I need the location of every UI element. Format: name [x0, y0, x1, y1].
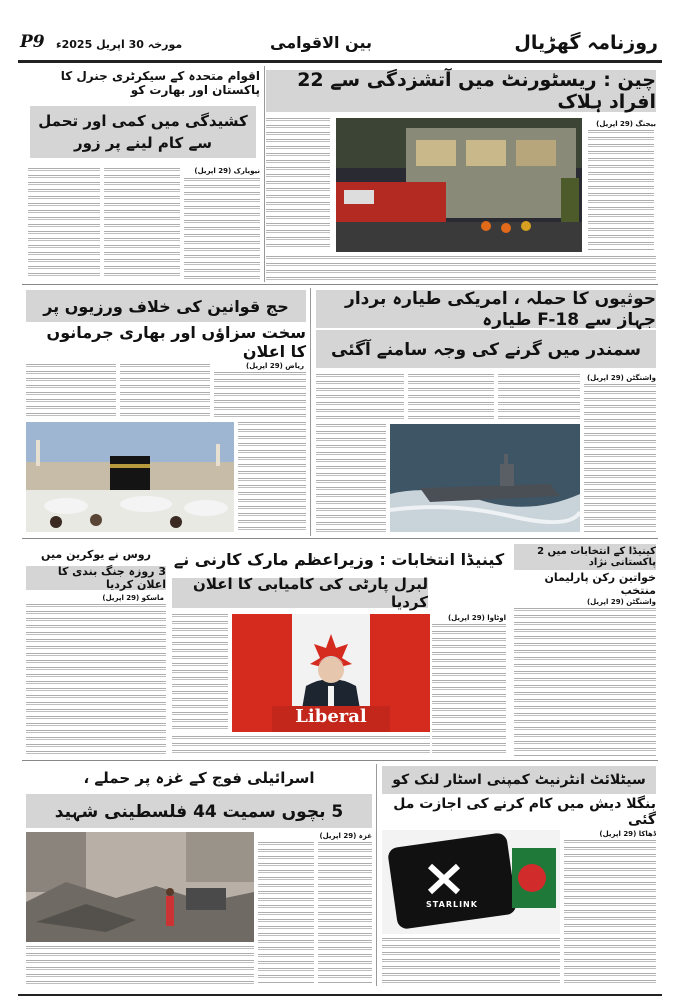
fire-photo — [336, 118, 582, 252]
canada-pak-subhead: خواتین رکن پارلیمان منتخب — [544, 571, 656, 597]
gaza-photo — [26, 832, 254, 942]
canada-pak-dateline: واشنگٹن (29 اپریل) — [586, 598, 656, 606]
gaza-subhead: 5 بچوں سمیت 44 فلسطینی شہید — [26, 794, 372, 828]
houthi-body-col-4 — [316, 374, 404, 420]
houthi-body-col-3 — [408, 374, 494, 420]
aircraft-carrier-image — [390, 424, 580, 532]
houthi-body-col-2 — [498, 374, 580, 420]
china-body-col-2 — [266, 118, 330, 250]
un-body-col-1 — [184, 178, 260, 280]
footer-rule — [18, 994, 662, 996]
starlink-phone-image — [382, 830, 560, 934]
canada-subhead: لبرل پارٹی کی کامیابی کا اعلان کردیا — [172, 578, 428, 608]
hajj-body-col-3 — [26, 364, 116, 418]
china-headline: چین : ریسٹورنٹ میں آتشزدگی سے 22 افراد ہلاک — [266, 70, 656, 112]
gaza-dateline: غزہ (29 اپریل) — [319, 832, 372, 840]
fire-scene-image — [336, 118, 582, 252]
starlink-dateline: ڈھاکا (29 اپریل) — [599, 830, 656, 838]
hajj-subhead: سخت سزاؤں اور بھاری جرمانوں کا اعلان — [46, 323, 306, 361]
newspaper-name: روزنامہ گھڑیال — [514, 32, 658, 54]
canada-body-bottom — [172, 736, 430, 756]
canada-pak-headline: کینیڈا کے انتخابات میں 2 پاکستانی نژاد — [514, 544, 656, 570]
houthi-subhead: سمندر میں گرنے کی وجہ سامنے آگئی — [316, 330, 656, 368]
hajj-body-col-4 — [238, 422, 306, 532]
gaza-rubble-image — [26, 832, 254, 942]
hajj-body-col-2 — [120, 364, 210, 418]
gaza-body-col-1 — [318, 842, 372, 984]
russia-headline: روس نے یوکرین میں — [41, 547, 151, 561]
starlink-body-col-1 — [564, 840, 656, 984]
houthi-dateline: واشنگٹن (29 اپریل) — [586, 374, 656, 382]
houthi-body-col-1 — [584, 384, 656, 532]
houthi-headline: حوثیوں کا حملہ ، امریکی طیارہ بردار جہاز سے F-18 طیارہ — [316, 290, 656, 328]
starlink-logo: STARLINK — [426, 900, 478, 909]
liberal-sign: Liberal — [295, 706, 367, 727]
russia-dateline: ماسکو (29 اپریل) — [102, 594, 164, 602]
un-subhead: کشیدگی میں کمی اور تحمل سے کام لینے پر زور — [30, 106, 256, 158]
issue-date: مورخہ 30 اپریل 2025ء — [56, 38, 183, 51]
section-title: بین الاقوامی — [270, 33, 372, 52]
houthi-body-col-5 — [316, 424, 386, 532]
hajj-body-col-1 — [214, 372, 306, 418]
canada-body-col-1 — [432, 624, 506, 756]
un-dateline: نیویارک (29 اپریل) — [194, 167, 260, 175]
russia-body — [26, 604, 166, 754]
canada-body-col-2 — [172, 614, 228, 732]
canada-headline: کینیڈا انتخابات : وزیراعظم مارک کارنی نے — [173, 549, 505, 569]
column-divider — [264, 66, 265, 282]
section-rule — [22, 284, 658, 285]
hajj-dateline: ریاض (29 اپریل) — [246, 362, 304, 370]
russia-subhead: 3 روزہ جنگ بندی کا اعلان کردیا — [26, 566, 166, 590]
china-body-col-1 — [588, 130, 654, 250]
carney-photo — [232, 614, 430, 732]
masthead-rule — [18, 60, 662, 63]
canada-dateline: اوٹاوا (29 اپریل) — [447, 614, 506, 622]
hajj-headline: حج قوانین کی خلاف ورزیوں پر — [26, 290, 306, 322]
starlink-photo — [382, 830, 560, 934]
column-divider — [376, 764, 377, 986]
column-divider — [310, 288, 311, 536]
page-number: P9 — [20, 32, 45, 52]
kaaba-image — [26, 422, 234, 532]
gaza-headline: اسرائیلی فوج کے غزہ پر حملے ، — [83, 769, 315, 787]
carrier-photo — [390, 424, 580, 532]
china-body-bottom — [266, 256, 656, 280]
starlink-body-bottom — [382, 938, 560, 984]
section-rule — [22, 760, 658, 761]
gaza-body-bottom — [26, 946, 254, 984]
canada-pak-body — [514, 608, 656, 756]
kaaba-photo — [26, 422, 234, 532]
gaza-body-col-2 — [258, 842, 314, 984]
china-dateline: بیجنگ (29 اپریل) — [596, 120, 656, 128]
un-body-col-3 — [28, 168, 100, 280]
section-rule — [22, 538, 658, 539]
starlink-subhead: بنگلا دیش میں کام کرنے کی اجازت مل گئی — [393, 796, 656, 828]
starlink-headline: سیٹلائٹ انٹرنیٹ کمپنی اسٹار لنک کو — [382, 766, 656, 794]
un-headline: اقوام متحدہ کے سیکرٹری جنرل کا پاکستان اور بھارت کو — [60, 69, 260, 97]
un-body-col-2 — [104, 168, 180, 280]
